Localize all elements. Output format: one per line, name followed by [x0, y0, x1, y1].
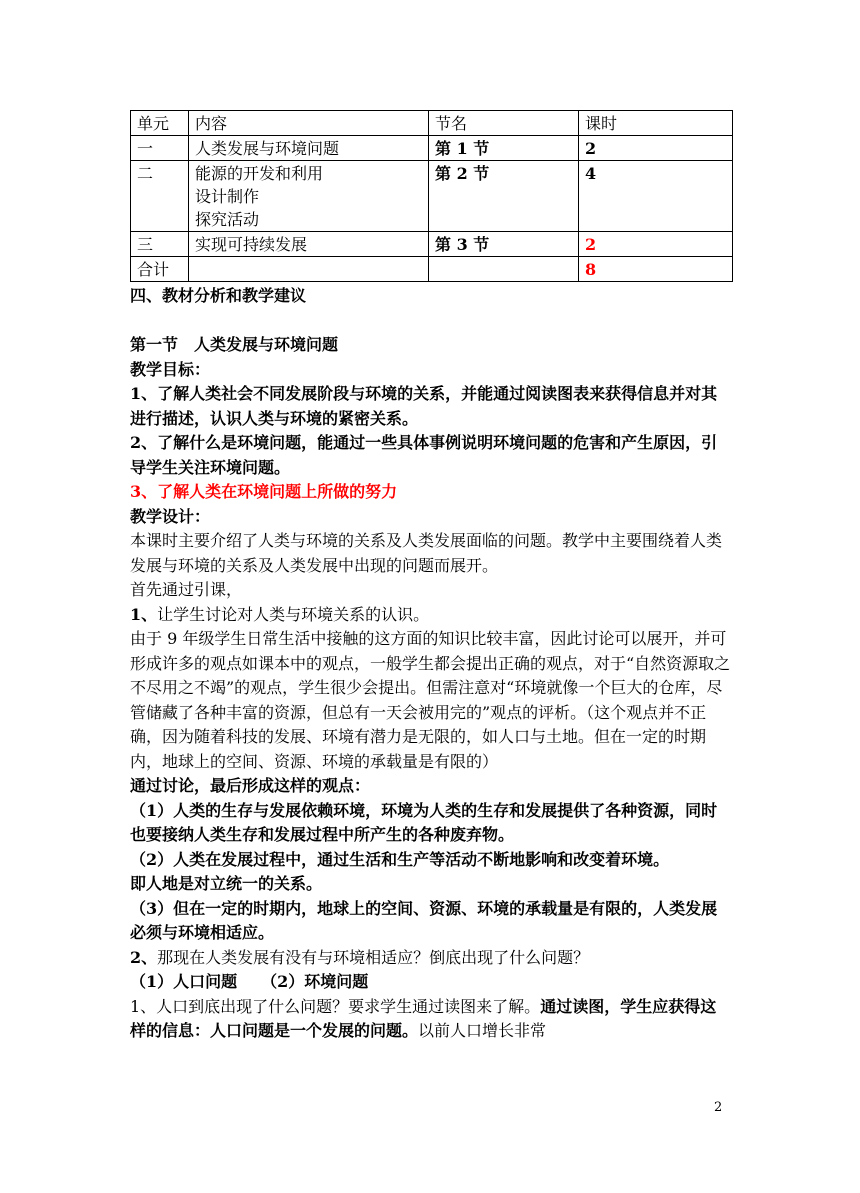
cell-unit: 三	[131, 232, 189, 257]
table-header-row	[131, 111, 733, 136]
discussion-label: 通过讨论，最后形成这样的观点：	[130, 776, 371, 795]
cell-hours: 2	[579, 136, 733, 161]
content-line: 探究活动	[195, 210, 260, 229]
cell-unit: 一	[131, 136, 189, 161]
header-unit: 单元	[131, 111, 189, 136]
point-3: （3）但在一定的时期内，地球上的空间、资源、环境的承载量是有限的，人类发展必须与环境相适应。	[130, 898, 718, 942]
unit-schedule-table	[130, 110, 733, 282]
body-text	[130, 284, 732, 1044]
last-part-b: 通过读图，学生应获得这样的信息：人口问题是一个发展的问题。	[130, 996, 717, 1040]
cell-section	[429, 257, 579, 282]
point-1: （1）人类的生存与发展依赖环境，环境为人类的生存和发展提供了各种资源，同时也要接纳人类生存和发展过程中所产生的各种废弃物。	[130, 800, 718, 844]
cell-section: 第 3 节	[429, 232, 579, 257]
cell-hours: 4	[579, 161, 733, 232]
cell-section: 第 1 节	[429, 136, 579, 161]
document-page	[130, 110, 732, 1044]
page-number: 2	[714, 1100, 723, 1115]
unity-statement: 即人地是对立统一的关系。	[130, 874, 323, 893]
cell-hours: 2	[579, 232, 733, 257]
cell-unit: 合计	[131, 257, 189, 282]
last-paragraph	[130, 995, 732, 1044]
section-heading: 四、教材分析和教学建议	[130, 286, 307, 305]
step-2	[130, 946, 732, 971]
goal-1: 1、了解人类社会不同发展阶段与环境的关系，并能通过阅读图表来获得信息并对其进行描述，认识人类与环境的紧密关系。	[130, 384, 718, 428]
point-2: （2）人类在发展过程中，通过生活和生产等活动不断地影响和改变着环境。	[130, 849, 670, 869]
intro-line: 首先通过引课，	[130, 580, 243, 599]
last-part-a: 1、人口到底出现了什么问题？要求学生通过读图来了解。	[130, 996, 541, 1016]
goal-2: 2、了解什么是环境问题，能通过一些具体事例说明环境问题的危害和产生原因，引导学生关注环境问题。	[130, 433, 718, 477]
step-2-text: 那现在人类发展有没有与环境相适应？倒底出现了什么问题？	[157, 947, 590, 967]
cell-content	[189, 161, 429, 232]
table-row	[131, 232, 733, 257]
header-section: 节名	[429, 111, 579, 136]
step-1-number: 1、	[130, 604, 158, 624]
table-row	[131, 136, 733, 161]
design-intro: 本课时主要介绍了人类与环境的关系及人类发展面临的问题。教学中主要围绕着人类发展与环境的关系及人类发展中出现的问题而展开。	[130, 531, 723, 575]
table-row	[131, 161, 733, 232]
step-1-text: 让学生讨论对人类与环境关系的认识。	[157, 604, 430, 624]
step-1-detail: 由于 9 年级学生日常生活中接触的这方面的知识比较丰富，因此讨论可以展开，并可形成许多的观点如课本中的观点，一般学生都会提出正确的观点，对于“自然资源取之不尽用之不竭”的观点，学生很少会提出。但需注意对“环境就像一个巨大的仓库，尽管储藏了各种丰富的资源，但总有一天会被用完的”观点的评析。（这个观点并不正确，因为随着科技的发展、环境有潜力是无限的，如人口与土地。但在一定的时期内，地球上的空间、资源、环境的承载量是有限的）	[130, 629, 731, 771]
cell-hours: 8	[579, 257, 733, 282]
table-row-total	[131, 257, 733, 282]
section-title: 第一节 人类发展与环境问题	[130, 335, 339, 354]
cell-unit: 二	[131, 161, 189, 232]
cell-content: 人类发展与环境问题	[189, 136, 429, 161]
cell-section: 第 2 节	[429, 161, 579, 232]
header-content: 内容	[189, 111, 429, 136]
goal-3: 3、了解人类在环境问题上所做的努力	[130, 482, 398, 501]
problems-list: （1）人口问题 （2）环境问题	[130, 972, 369, 991]
cell-content: 实现可持续发展	[189, 232, 429, 257]
header-hours: 课时	[579, 111, 733, 136]
content-line: 能源的开发和利用	[195, 164, 324, 183]
last-part-c: 以前人口增长非常	[418, 1021, 547, 1040]
step-1	[130, 603, 732, 628]
content-line: 设计制作	[195, 187, 260, 206]
cell-content	[189, 257, 429, 282]
step-2-number: 2、	[130, 947, 158, 967]
goals-label: 教学目标：	[130, 359, 211, 379]
design-label: 教学设计：	[130, 506, 211, 526]
